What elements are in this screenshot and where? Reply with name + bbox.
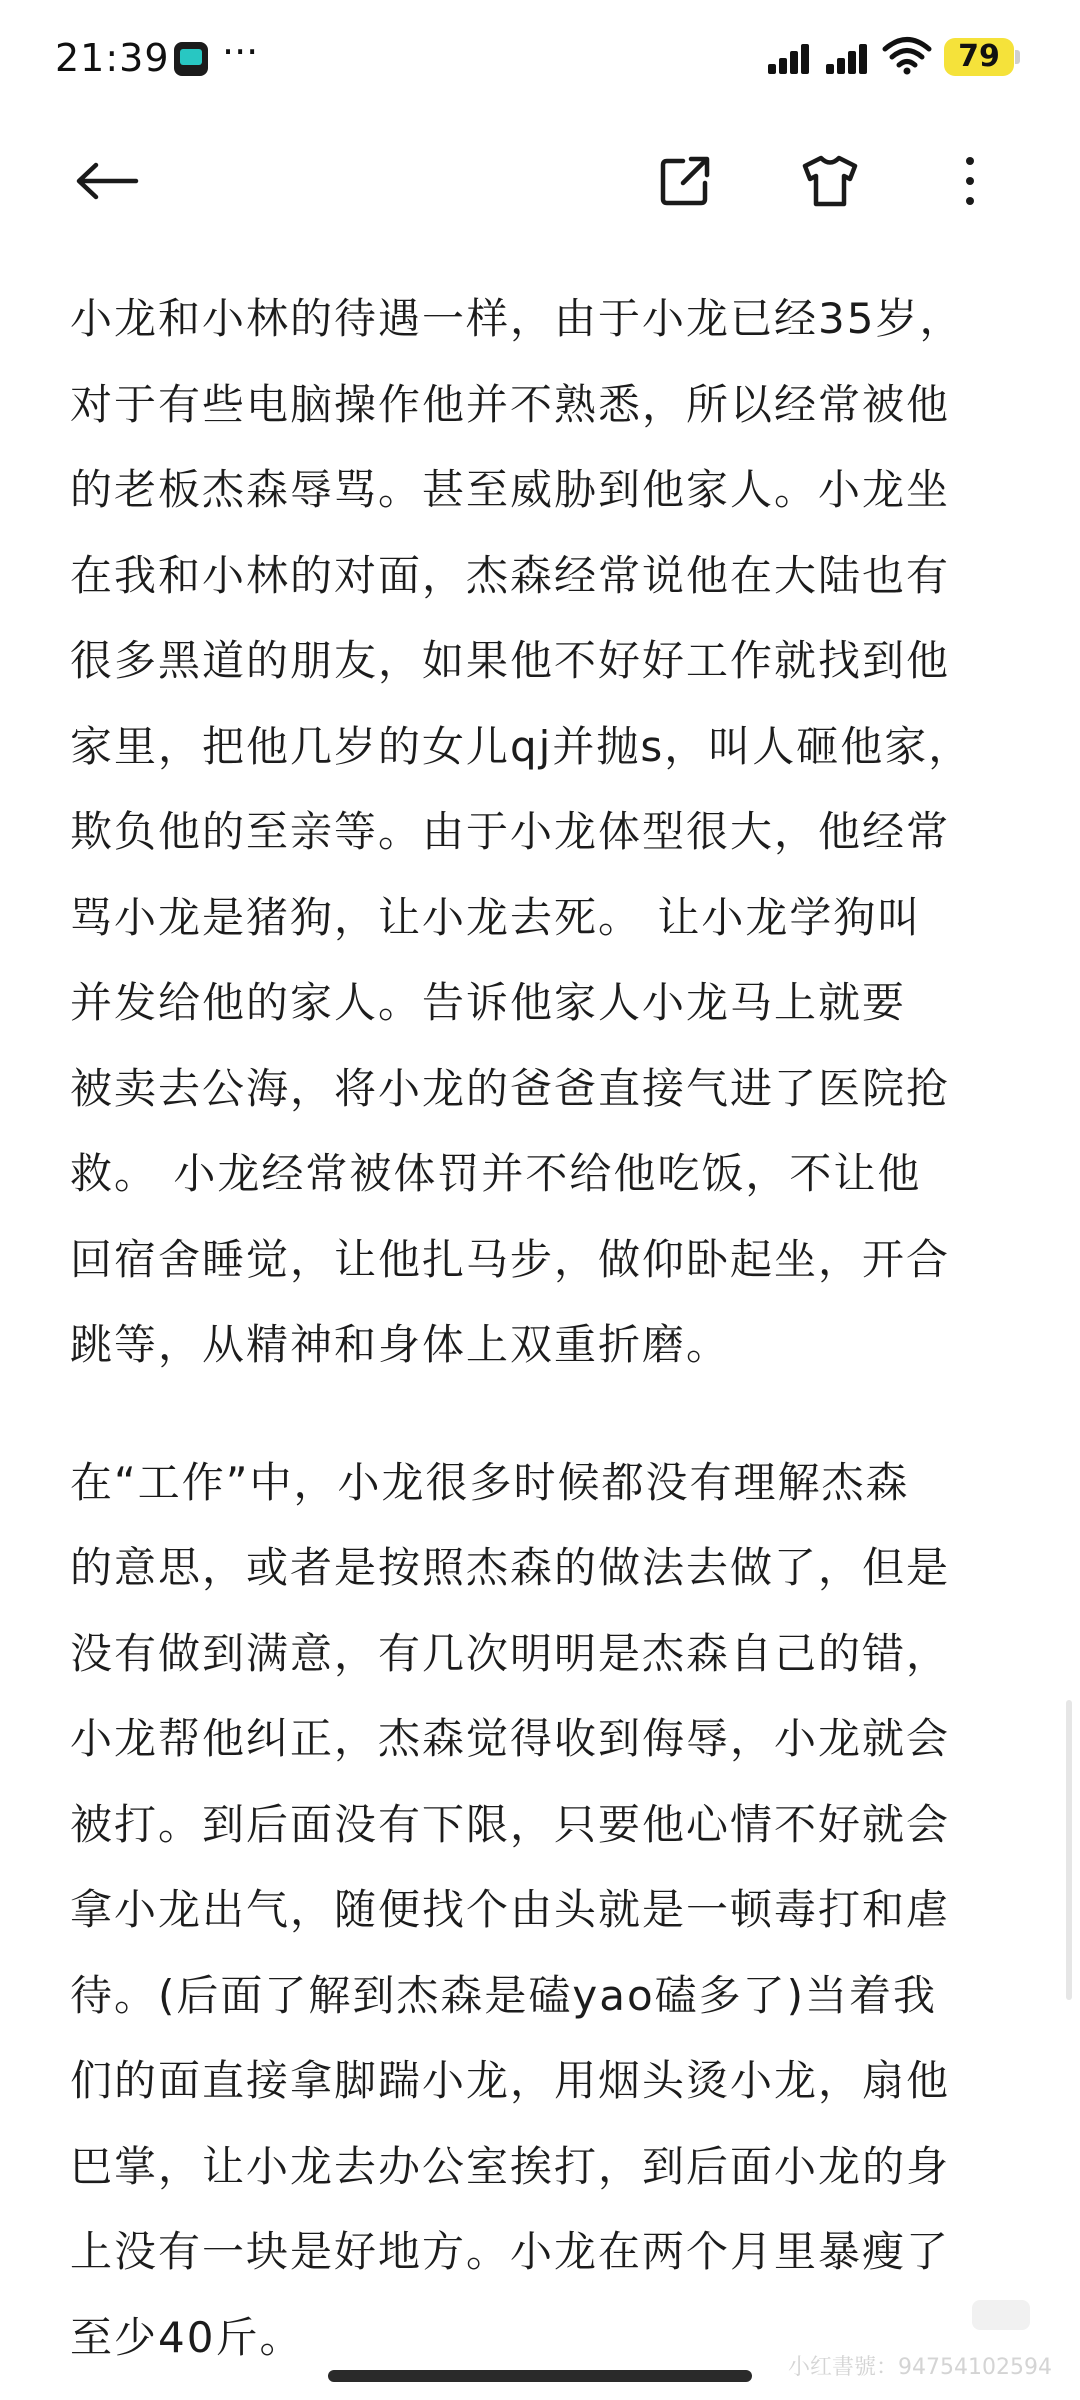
back-arrow-icon: [74, 161, 140, 201]
battery-indicator: 79: [944, 38, 1014, 76]
scrollbar[interactable]: [1066, 1700, 1072, 2000]
status-bar: [0, 0, 1080, 120]
app-notification-icon: [174, 42, 208, 76]
home-indicator[interactable]: [328, 2370, 752, 2382]
status-time: 21:39: [55, 36, 170, 80]
wifi-icon: [882, 36, 932, 76]
watermark-logo: [972, 2300, 1030, 2330]
share-icon: [657, 153, 713, 209]
share-button[interactable]: [650, 146, 720, 216]
article-body: [70, 276, 1030, 2380]
article-paragraph: 在“工作”中，小龙很多时候都没有理解杰森 的意思，或者是按照杰森的做法去做了，但是 没有做到满意，有几次明明是杰森自己的错， 小龙帮他纠正，杰森觉得收到侮辱，小龙就会 被打。到后面没有下限，只要他心情不好就会 拿小龙出气，随便找个由头就是一顿毒打和虐 待。(后面了解到杰森是磕yao磕多了)当着我 们的面直接拿脚踹小龙，用烟头烫小龙，扇他 巴掌，让小龙去办公室挨打，到后面小龙的身 上没有一块是好地方。小龙在两个月里暴瘦了 至少40斤。: [70, 1457, 951, 2362]
article-paragraph: 小龙和小林的待遇一样，由于小龙已经35岁， 对于有些电脑操作他并不熟悉，所以经常被他 的老板杰森辱骂。甚至威胁到他家人。小龙坐 在我和小林的对面，杰森经常说他在大陆也有 很多黑道的朋友，如果他不好好工作就找到他 家里，把他几岁的女儿qj并抛s，叫人砸他家， 欺负他的至亲等。由于小龙体型很大，他经常 骂小龙是猪狗，让小龙去死。 让小龙学狗叫 并发给他的家人。告诉他家人小龙马上就要 被卖去公海，将小龙的爸爸直接气进了医院抢 救。 小龙经常被体罚并不给他吃饭，不让他 回宿舍睡觉，让他扎马步，做仰卧起坐，开合 跳等，从精神和身体上双重折磨。: [70, 294, 973, 1369]
more-notifications-icon: ···: [222, 30, 259, 74]
theme-button[interactable]: [795, 146, 865, 216]
more-vertical-icon: [960, 153, 980, 209]
more-options-button[interactable]: [935, 146, 1005, 216]
watermark-text: 小红書號：94754102594: [788, 2355, 1052, 2380]
cellular-signal-icon-2: [826, 44, 876, 74]
tshirt-icon: [799, 153, 861, 209]
top-toolbar: [0, 120, 1080, 240]
cellular-signal-icon: [768, 44, 818, 74]
back-button[interactable]: [72, 146, 142, 216]
